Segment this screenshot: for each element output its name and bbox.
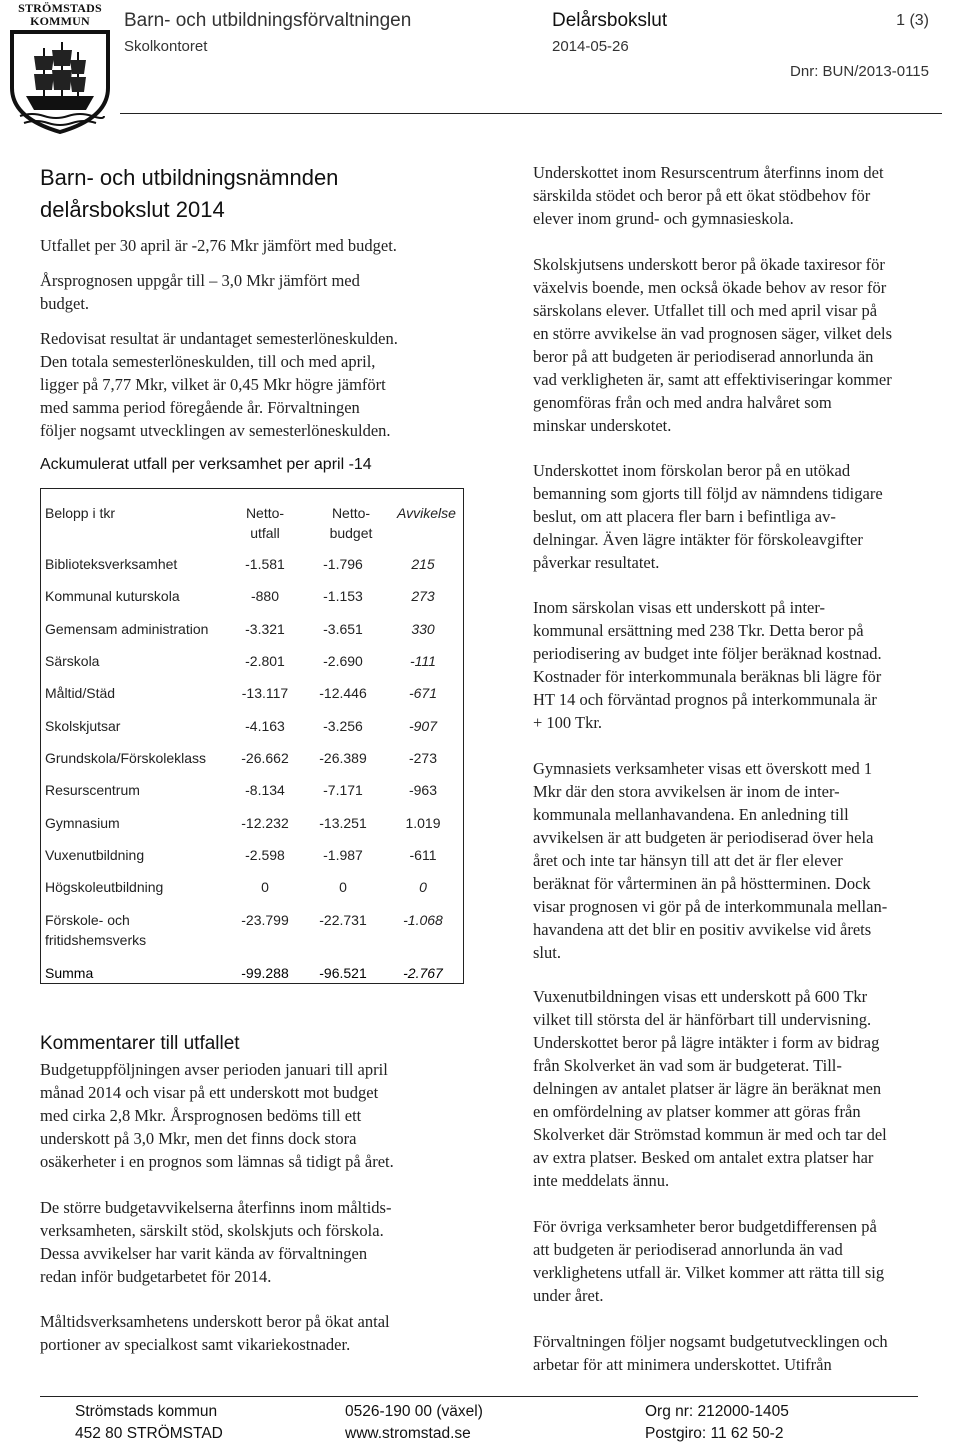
- text-line: elever inom grund- och gymnasieskola.: [533, 209, 794, 228]
- text-line: Inom särskolan visas ett underskott på inter-: [533, 598, 826, 617]
- row-utfall: -4.163: [245, 718, 285, 734]
- row-label: Skolskjutsar: [45, 718, 121, 734]
- text-line: Mkr där den stora avvikelsen är inom de inter-: [533, 782, 840, 801]
- row-utfall: -8.134: [245, 782, 285, 798]
- row-avvikelse: -907: [408, 718, 438, 734]
- row-label: Kommunal kuturskola: [45, 588, 180, 604]
- logo-text-line1: STRÖMSTADS: [18, 1, 102, 15]
- text-line: beslut, om att placera fler barn i befintliga av-: [533, 507, 836, 526]
- right-paragraph-6: [533, 985, 958, 1192]
- text-line: Skolskjutsens underskott beror på ökade taxiresor för: [533, 255, 885, 274]
- text-line: + 100 Tkr.: [533, 713, 603, 732]
- text-line: Årsprognosen uppgår till – 3,0 Mkr jämfört med: [40, 271, 360, 290]
- row-label: Biblioteksverksamhet: [45, 556, 178, 572]
- header-page-number: 1 (3): [896, 12, 929, 29]
- row-label-cont: fritidshemsverks: [45, 932, 147, 948]
- text-line: vad verkligheten är, samt att effektiviseringar kommer: [533, 370, 892, 389]
- comments-heading: Kommentarer till utfallet: [40, 1033, 240, 1054]
- row-utfall: -12.232: [241, 815, 289, 831]
- row-label: Förskole- och: [45, 912, 130, 928]
- sum-label: Summa: [45, 965, 94, 981]
- row-label: Vuxenutbildning: [45, 847, 145, 863]
- text-line: Kostnader för interkommunala beräknas bli lägre för: [533, 667, 882, 686]
- text-line: Skolverket där Strömstad kommun är med och tar del: [533, 1125, 887, 1144]
- footer-website: www.stromstad.se: [345, 1425, 471, 1442]
- text-line: Vuxenutbildningen visas ett underskott på 600 Tkr: [533, 987, 868, 1006]
- text-line: Underskottet inom Resurscentrum återfinns inom det: [533, 163, 884, 182]
- row-budget: 0: [339, 879, 347, 895]
- row-label: Gemensam administration: [45, 621, 209, 637]
- header-doc-date: 2014-05-26: [552, 38, 629, 55]
- row-budget: -1.153: [323, 588, 363, 604]
- text-line: arbetar för att minimera underskottet. Utifrån: [533, 1355, 832, 1374]
- row-utfall: -2.598: [245, 847, 285, 863]
- row-budget: -26.389: [319, 750, 367, 766]
- right-paragraph-7: [533, 1215, 958, 1307]
- text-line: Förvaltningen följer nogsamt budgetutvecklingen och: [533, 1332, 888, 1351]
- footer-orgnr: Org nr: 212000-1405: [645, 1403, 789, 1420]
- right-paragraph-8: [533, 1330, 958, 1376]
- text-line: särskolans elever. Utfallet till och med april visar på: [533, 301, 878, 320]
- footer-divider: [40, 1396, 918, 1397]
- text-line: underskott på 3,0 Mkr, men det finns dock stora: [40, 1129, 357, 1148]
- text-line: följer nogsamt utvecklingen av semesterlöneskulden.: [40, 421, 391, 440]
- row-avvikelse: 215: [411, 556, 435, 572]
- text-line: För övriga verksamheter beror budgetdifferensen på: [533, 1217, 877, 1236]
- intro-paragraph-1: Utfallet per 30 april är -2,76 Mkr jämfört med budget.: [40, 236, 397, 255]
- row-utfall: -26.662: [241, 750, 289, 766]
- row-label: Gymnasium: [45, 815, 120, 831]
- footer-postgiro: Postgiro: 11 62 50-2: [645, 1425, 784, 1442]
- right-paragraph-2: [533, 253, 958, 437]
- row-budget: -7.171: [323, 782, 363, 798]
- logo-text-line2: KOMMUN: [30, 14, 90, 28]
- header-office: Skolkontoret: [124, 38, 208, 55]
- text-line: delningen av antalet platser är lägre än beräknat men: [533, 1079, 882, 1098]
- text-line: HT 14 och förväntad prognos på interkommunala är: [533, 690, 877, 709]
- page-title-line2: delårsbokslut 2014: [40, 197, 225, 222]
- text-line: budget.: [40, 294, 90, 313]
- text-line: med cirka 2,8 Mkr. Årsprognosen bedöms till ett: [40, 1106, 362, 1125]
- row-label: Resurscentrum: [45, 782, 140, 798]
- table-header-label: Belopp i tkr: [45, 505, 116, 521]
- text-line: med samma period föregående år. Förvaltningen: [40, 398, 360, 417]
- text-line: delningar. Även lägre intäkter för förskoleavgifter: [533, 530, 863, 549]
- row-avvikelse: 1.019: [405, 815, 441, 831]
- text-line: verksamheten, särskilt stöd, skolskjuts och förskola.: [40, 1221, 384, 1240]
- row-utfall: -3.321: [245, 621, 285, 637]
- footer-name: Strömstads kommun: [75, 1403, 218, 1420]
- row-budget: -1.987: [323, 847, 363, 863]
- row-label: Grundskola/Förskoleklass: [45, 750, 207, 766]
- municipality-logo: [4, 2, 116, 132]
- text-line: året och inte tar hänsyn till att det är fler elever: [533, 851, 843, 870]
- row-budget: -3.651: [323, 621, 363, 637]
- row-budget: -2.690: [323, 653, 363, 669]
- text-line: under året.: [533, 1286, 604, 1305]
- text-line: Måltidsverksamhetens underskott beror på ökat antal: [40, 1312, 390, 1331]
- text-line: påverkar resultatet.: [533, 553, 660, 572]
- text-line: minskar underskotet.: [533, 416, 672, 435]
- row-utfall: -13.117: [241, 685, 289, 701]
- text-line: att budgeten är periodiserad annorlunda än vad: [533, 1240, 843, 1259]
- row-utfall: -1.581: [245, 556, 285, 572]
- text-line: Underskottet inom förskolan beror på en utökad: [533, 461, 851, 480]
- budget-table: [40, 488, 464, 984]
- text-line: havandena att det blir en positiv avvikelse vid årets: [533, 920, 872, 939]
- table-header-utfall-2: utfall: [250, 525, 280, 541]
- text-line: en större avvikelse än vad prognosen säger, vilket dels: [533, 324, 893, 343]
- ship-crest-icon: [4, 30, 116, 134]
- row-budget: -12.446: [319, 685, 367, 701]
- row-avvikelse: 273: [411, 588, 435, 604]
- text-line: slut.: [533, 943, 561, 962]
- text-line: Dessa avvikelser har varit kända av förvaltningen: [40, 1244, 368, 1263]
- text-line: osäkerheter i en prognos som lämnas så tidigt på året.: [40, 1152, 394, 1171]
- right-paragraph-1: [533, 161, 958, 230]
- text-line: bemanning som gjorts till följd av nämndens tidigare: [533, 484, 883, 503]
- text-line: Gymnasiets verksamheter visas ett överskott med 1: [533, 759, 873, 778]
- row-avvikelse: -671: [408, 685, 438, 701]
- row-utfall: -880: [250, 588, 280, 604]
- page-title-line1: Barn- och utbildningsnämnden: [40, 165, 339, 190]
- row-utfall: -2.801: [245, 653, 285, 669]
- row-avvikelse: -273: [408, 750, 438, 766]
- table-header-budget-1: Netto-: [331, 505, 371, 521]
- text-line: De större budgetavvikelserna återfinns inom måltids-: [40, 1198, 392, 1217]
- text-line: periodisering av budget inte följer beräknad kostnad.: [533, 644, 882, 663]
- row-budget: -1.796: [323, 556, 363, 572]
- text-line: visar prognosen vi gör på de interkommunala mellan-: [533, 897, 888, 916]
- text-line: en omfördelning av platser kommer att göras från: [533, 1102, 861, 1121]
- intro-paragraph-3: [40, 327, 480, 442]
- text-line: växelvis boende, men också ökade behov av resor för: [533, 278, 887, 297]
- text-line: av extra platser. Besked om antalet extra platser har: [533, 1148, 874, 1167]
- row-label: Måltid/Städ: [45, 685, 116, 701]
- text-line: kommunala mellanhavandena. En anledning till: [533, 805, 849, 824]
- row-avvikelse: -611: [409, 847, 437, 863]
- row-utfall: 0: [261, 879, 269, 895]
- row-label: Särskola: [45, 653, 100, 669]
- table-header-avvikelse: Avvikelse: [397, 505, 456, 521]
- row-label: Högskoleutbildning: [45, 879, 164, 895]
- text-line: avvikelsen är att budgeten är periodiserad över hela: [533, 828, 874, 847]
- text-line: särskilda stödet och beror på ett ökat stödbehov för: [533, 186, 871, 205]
- text-line: beror på att budgeten är periodiserad annorlunda än: [533, 347, 874, 366]
- comments-paragraph-2: [40, 1196, 480, 1288]
- text-line: vilket till största del är hänförbart till undervisning.: [533, 1010, 872, 1029]
- table-heading: Ackumulerat utfall per verksamhet per april -14: [40, 456, 372, 473]
- right-paragraph-3: [533, 459, 958, 574]
- text-line: portioner av specialkost samt vikariekostnader.: [40, 1335, 351, 1354]
- text-line: ligger på 7,77 Mkr, vilket är 0,45 Mkr högre jämfört: [40, 375, 386, 394]
- row-budget: -13.251: [319, 815, 367, 831]
- row-utfall: -23.799: [241, 912, 289, 928]
- sum-avvikelse: -2.767: [403, 965, 443, 981]
- row-avvikelse: -111: [410, 653, 436, 669]
- text-line: månad 2014 och visar på ett underskott mot budget: [40, 1083, 379, 1102]
- footer-address: 452 80 STRÖMSTAD: [75, 1425, 223, 1442]
- text-line: Den totala semesterlöneskulden, till och med april,: [40, 352, 376, 371]
- text-line: kommunal ersättning med 238 Tkr. Detta beror på: [533, 621, 864, 640]
- right-paragraph-4: [533, 596, 958, 734]
- row-budget: -3.256: [323, 718, 363, 734]
- row-avvikelse: 330: [411, 621, 435, 637]
- header-dnr: Dnr: BUN/2013-0115: [790, 63, 929, 80]
- header-doc-title: Delårsbokslut: [552, 10, 668, 31]
- row-avvikelse: 0: [419, 879, 427, 895]
- table-header-budget-2: budget: [329, 525, 373, 541]
- footer-phone: 0526-190 00 (växel): [345, 1403, 483, 1420]
- text-line: inte meddelats ännu.: [533, 1171, 670, 1190]
- text-line: Underskottet beror på lägre intäkter i form av bidrag: [533, 1033, 880, 1052]
- right-paragraph-5: [533, 757, 958, 964]
- text-line: verklighetens utfall är. Vilket kommer att rätta till sig: [533, 1263, 885, 1282]
- text-line: Budgetuppföljningen avser perioden januari till april: [40, 1060, 388, 1079]
- comments-paragraph-3: [40, 1310, 480, 1356]
- text-line: beräknat för vårterminen än på höstterminen. Dock: [533, 874, 871, 893]
- sum-utfall: -99.288: [241, 965, 289, 981]
- header-org: Barn- och utbildningsförvaltningen: [124, 10, 412, 31]
- text-line: genomföras från och med andra halvåret som: [533, 393, 832, 412]
- row-budget: -22.731: [319, 912, 367, 928]
- intro-paragraph-2: [40, 269, 480, 315]
- sum-budget: -96.521: [319, 965, 367, 981]
- text-line: redan inför budgetarbetet för 2014.: [40, 1267, 272, 1286]
- comments-paragraph-1: [40, 1058, 480, 1173]
- row-avvikelse: -1.068: [403, 912, 443, 928]
- table-header-utfall-1: Netto-: [245, 505, 285, 521]
- row-avvikelse: -963: [408, 782, 438, 798]
- text-line: från Skolverket än vad som är budgeterat. Till-: [533, 1056, 842, 1075]
- text-line: Redovisat resultat är undantaget semesterlöneskulden.: [40, 329, 398, 348]
- header-divider: [120, 113, 942, 114]
